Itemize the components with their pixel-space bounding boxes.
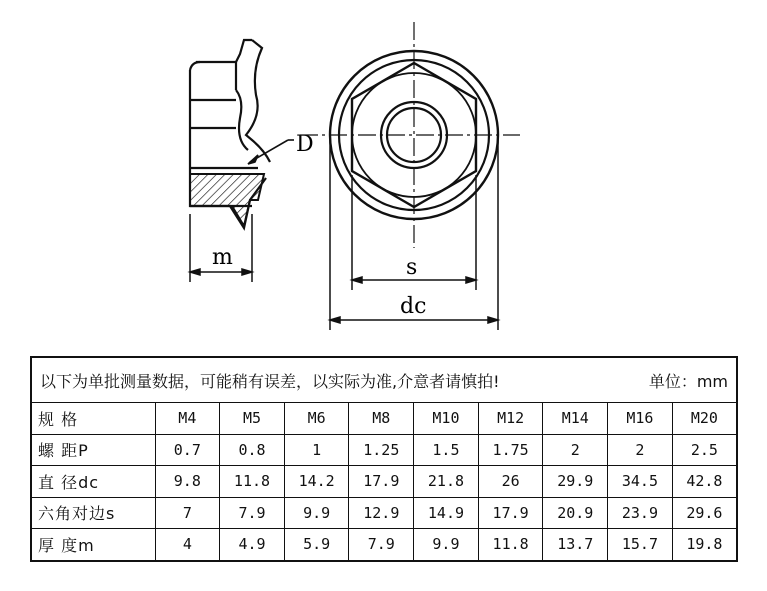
unit-label: 单位：mm (648, 371, 728, 391)
table-cell: 5.9 (284, 529, 349, 561)
table-cell: 11.8 (220, 466, 285, 498)
table-cell: 34.5 (608, 466, 673, 498)
table-row (31, 466, 737, 498)
table-row (31, 434, 737, 466)
table-cell: 9.8 (155, 466, 220, 498)
row-label: 规 格 (31, 403, 155, 435)
measurement-note: 以下为单批测量数据，可能稍有误差，以实际为准,介意者请慎拍! (40, 371, 500, 391)
table-cell: 14.9 (414, 497, 479, 529)
table-cell: M8 (349, 403, 414, 435)
table-cell: 7.9 (220, 497, 285, 529)
section-hatch (190, 174, 264, 226)
thickness-label: m (212, 245, 233, 270)
table-cell: M4 (155, 403, 220, 435)
table-cell: M16 (608, 403, 673, 435)
table-cell: 17.9 (349, 466, 414, 498)
table-cell: 26 (478, 466, 543, 498)
table-cell: 9.9 (284, 497, 349, 529)
table-cell: 12.9 (349, 497, 414, 529)
table-cell: 9.9 (414, 529, 479, 561)
table-cell: 4.9 (220, 529, 285, 561)
table-cell: 23.9 (608, 497, 673, 529)
table-cell: 19.8 (672, 529, 737, 561)
table-cell: 0.8 (220, 434, 285, 466)
table-cell: 13.7 (543, 529, 608, 561)
table-cell: M20 (672, 403, 737, 435)
table-cell: 1.75 (478, 434, 543, 466)
table-row (31, 529, 737, 561)
table-cell: 20.9 (543, 497, 608, 529)
flange-diameter-label: dc (400, 294, 427, 319)
table-cell: 1 (284, 434, 349, 466)
table-cell: 1.25 (349, 434, 414, 466)
table-cell: 17.9 (478, 497, 543, 529)
table-note-row (31, 357, 737, 403)
table-cell: 2.5 (672, 434, 737, 466)
table-row (31, 403, 737, 435)
table-cell: 42.8 (672, 466, 737, 498)
row-label: 直 径dc (31, 466, 155, 498)
row-label: 厚 度m (31, 529, 155, 561)
table-cell: M6 (284, 403, 349, 435)
table-cell: M14 (543, 403, 608, 435)
front-view (300, 22, 520, 248)
row-label: 螺 距P (31, 434, 155, 466)
table-cell: 7.9 (349, 529, 414, 561)
table-row (31, 497, 737, 529)
table-cell: 2 (543, 434, 608, 466)
table-cell: 7 (155, 497, 220, 529)
table-cell: 29.9 (543, 466, 608, 498)
row-label: 六角对边s (31, 497, 155, 529)
table-cell: M10 (414, 403, 479, 435)
table-cell: 15.7 (608, 529, 673, 561)
table-cell: 4 (155, 529, 220, 561)
table-cell: 0.7 (155, 434, 220, 466)
table-cell: 29.6 (672, 497, 737, 529)
table-cell: 2 (608, 434, 673, 466)
table-cell: M12 (478, 403, 543, 435)
table-cell: 1.5 (414, 434, 479, 466)
table-cell: 11.8 (478, 529, 543, 561)
table-cell: M5 (220, 403, 285, 435)
spec-table (30, 356, 738, 562)
table-note-cell (31, 357, 737, 403)
table-cell: 21.8 (414, 466, 479, 498)
thread-label: D (296, 132, 314, 157)
table-cell: 14.2 (284, 466, 349, 498)
across-flats-label: s (406, 255, 418, 280)
